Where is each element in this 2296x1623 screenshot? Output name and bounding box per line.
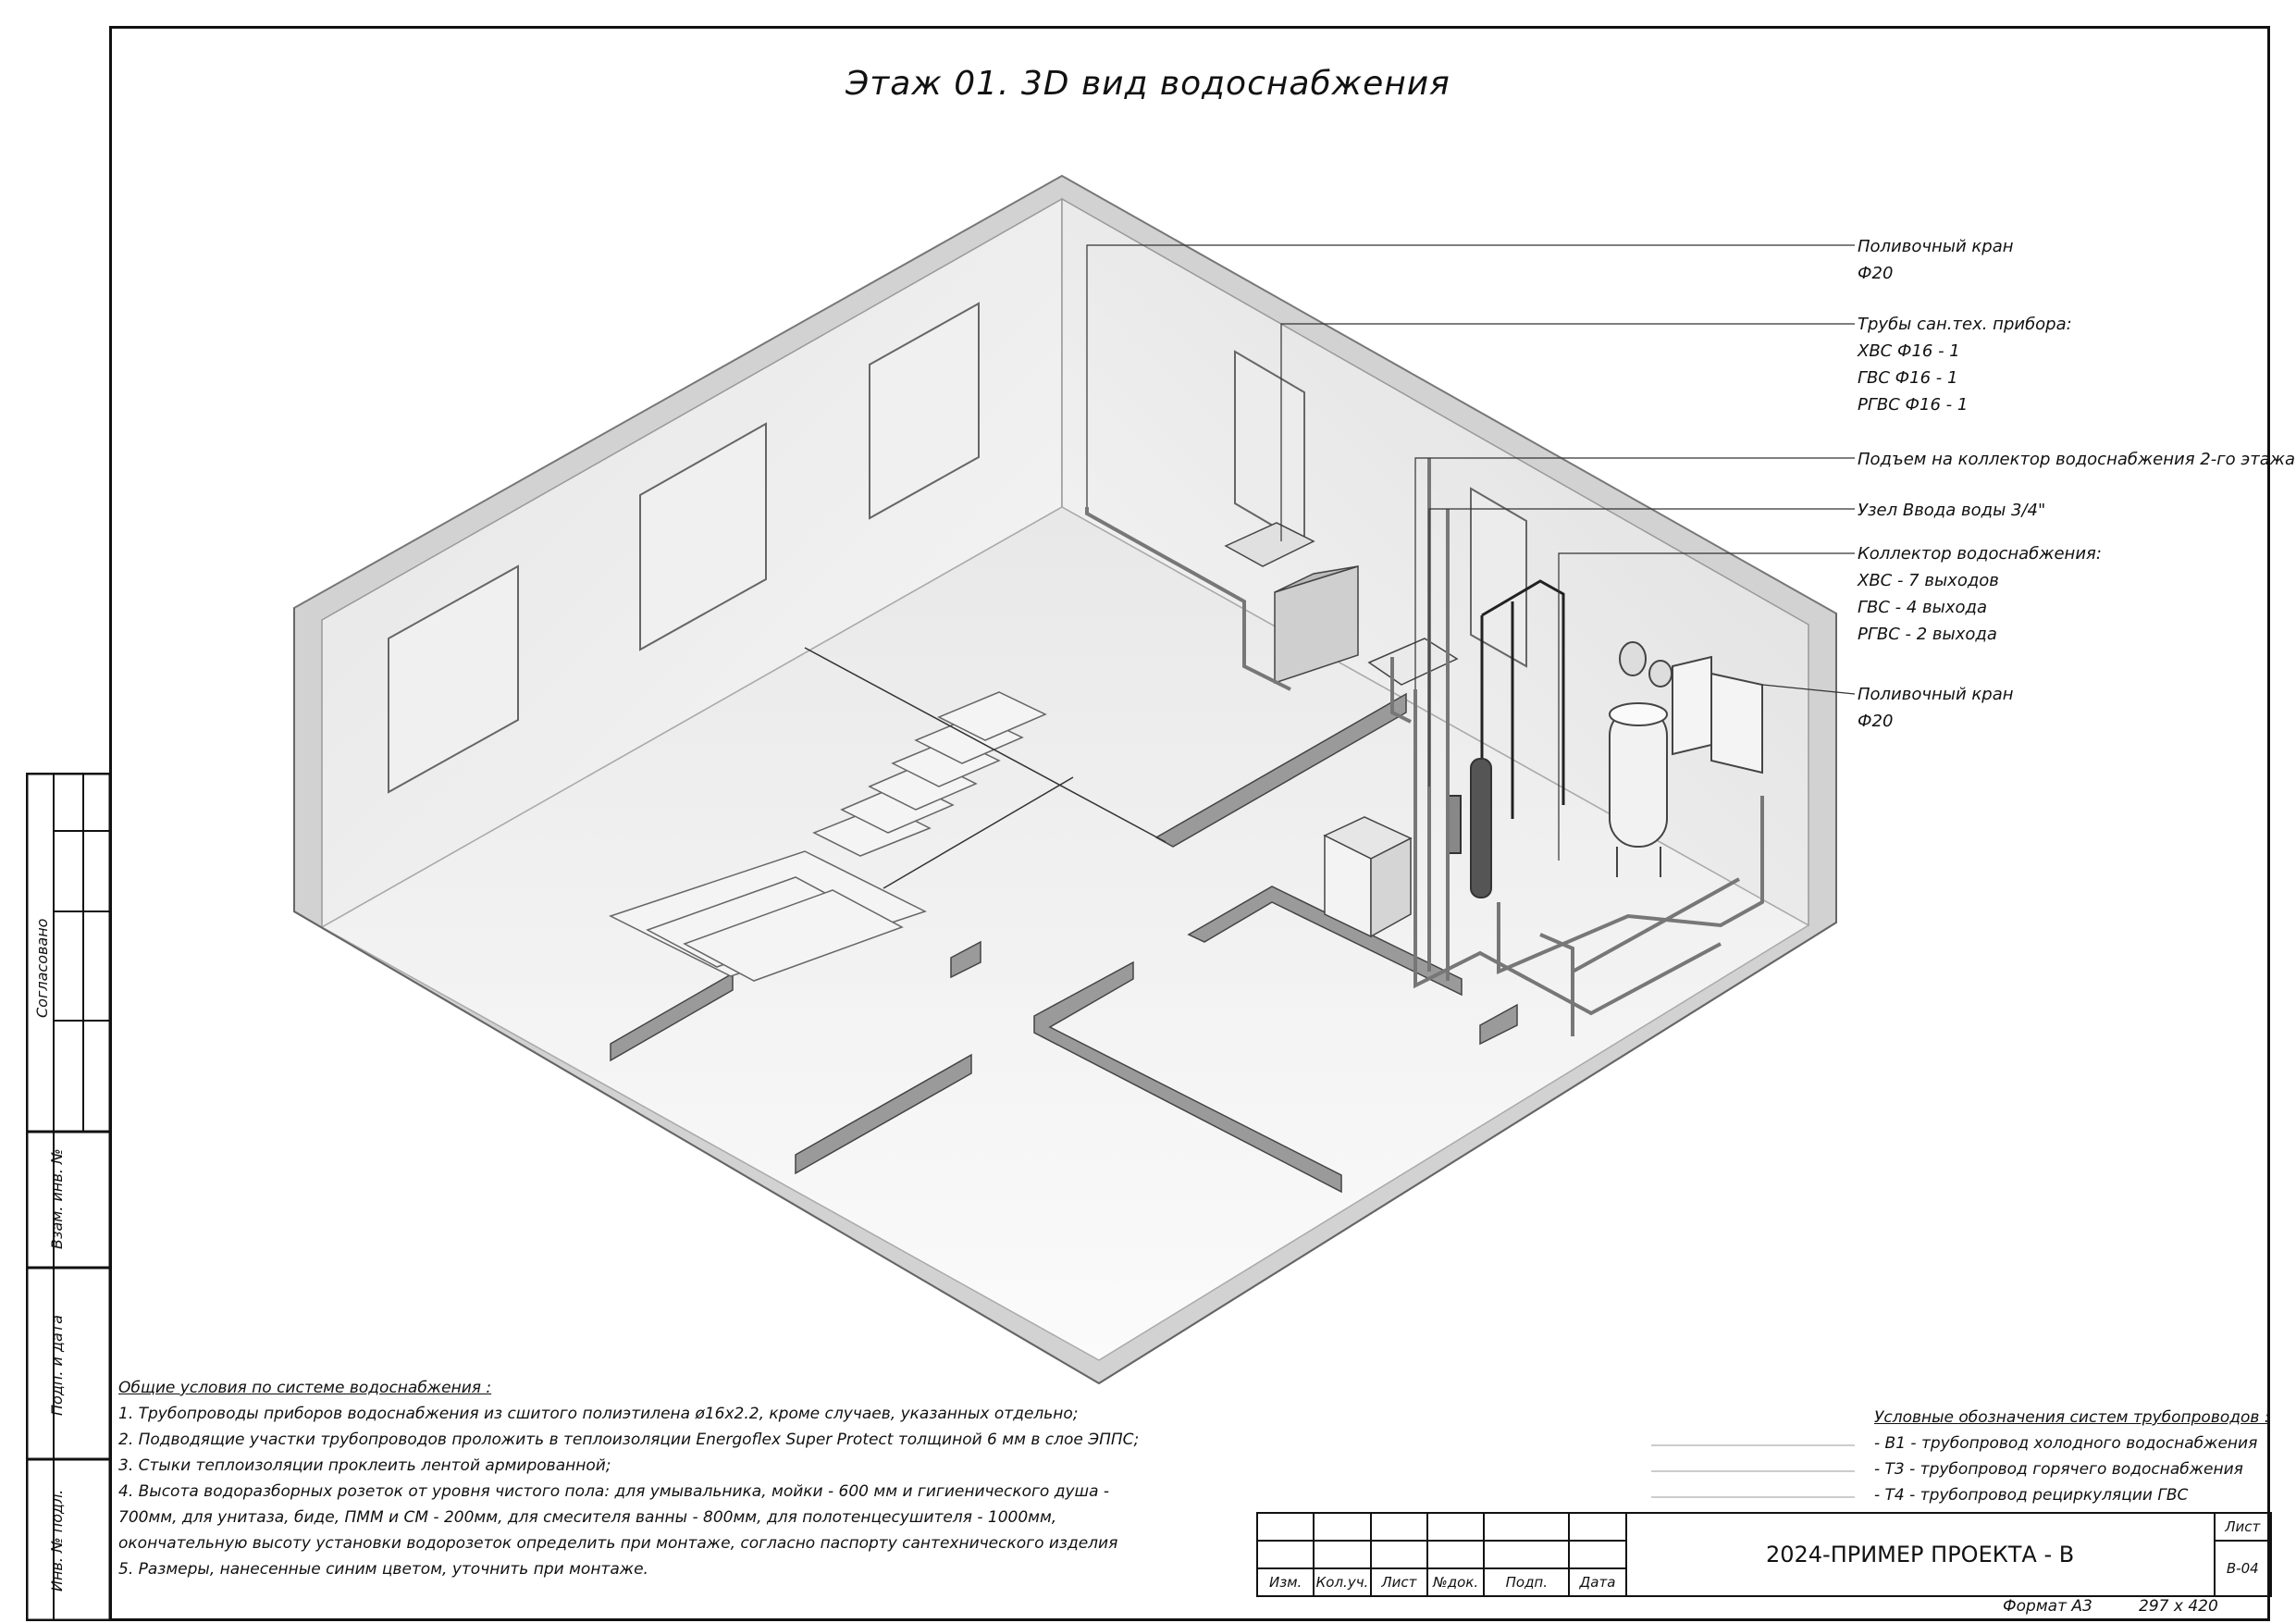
callout-riser-2nd-floor bbox=[1858, 446, 2295, 473]
title-block bbox=[1256, 1512, 2272, 1597]
legend-line-samples bbox=[1647, 1439, 1859, 1504]
note-item: 1. Трубопроводы приборов водоснабжения из сшитого полиэтилена ø16х2.2, кроме случаев, указанных отдельно; bbox=[118, 1405, 1079, 1423]
legend-item: - В1 - трубопровод холодного водоснабжения bbox=[1874, 1434, 2258, 1453]
tb-header-ndok: №док. bbox=[1427, 1568, 1484, 1596]
callout-water-inlet bbox=[1858, 497, 2045, 524]
note-item: 4. Высота водоразборных розеток от уровня чистого пола: для умывальника, мойки - 600 мм и гигиенического душа - bbox=[118, 1482, 1110, 1501]
legend-heading: Условные обозначения систем трубопроводов : bbox=[1874, 1408, 2270, 1427]
callout-line: Поливочный кран bbox=[1858, 685, 2014, 704]
tb-sheet-value: В-04 bbox=[2215, 1541, 2271, 1596]
callout-line: Коллектор водоснабжения: bbox=[1858, 544, 2102, 564]
callout-irrigation-tap-1 bbox=[1858, 233, 2014, 287]
callout-line: РГВС - 2 выхода bbox=[1858, 625, 1997, 644]
side-replace-inv: Взам. инв. № bbox=[48, 1148, 66, 1249]
notes-heading: Общие условия по системе водоснабжения : bbox=[118, 1379, 492, 1397]
callout-fixture-pipes bbox=[1858, 311, 2072, 418]
tb-cell bbox=[1427, 1541, 1484, 1568]
tb-header-data: Дата bbox=[1569, 1568, 1625, 1596]
tb-header-koluch: Кол.уч. bbox=[1314, 1568, 1370, 1596]
tb-cell bbox=[1314, 1541, 1370, 1568]
tb-sheet-label: Лист bbox=[2215, 1513, 2271, 1541]
callout-manifold bbox=[1858, 540, 2102, 648]
note-item: 2. Подводящие участки трубопроводов проложить в теплоизоляции Energoflex Super Protect толщиной 6 мм в слое ЭППС; bbox=[118, 1431, 1140, 1449]
callout-line: Трубы сан.тех. прибора: bbox=[1858, 315, 2072, 334]
note-item: 5. Размеры, нанесенные синим цветом, уточнить при монтаже. bbox=[118, 1560, 648, 1579]
tb-cell bbox=[1484, 1513, 1569, 1541]
tb-cell bbox=[1257, 1513, 1314, 1541]
tb-cell bbox=[1569, 1513, 1625, 1541]
tb-cell bbox=[1314, 1513, 1370, 1541]
format-label: Формат А3 bbox=[2003, 1597, 2092, 1616]
callout-line: Подъем на коллектор водоснабжения 2-го этажа bbox=[1858, 450, 2296, 469]
callout-irrigation-tap-2 bbox=[1858, 681, 2014, 735]
callout-line: Поливочный кран bbox=[1858, 237, 2014, 256]
tb-cell bbox=[1427, 1513, 1484, 1541]
tb-cell bbox=[1371, 1513, 1427, 1541]
pipe-legend bbox=[1874, 1405, 2270, 1508]
note-item: 700мм, для унитаза, биде, ПММ и СМ - 200мм, для смесителя ванны - 800мм, для полотенцесушителя - 1000мм, bbox=[118, 1508, 1057, 1527]
tb-header-podp: Подп. bbox=[1484, 1568, 1569, 1596]
legend-item: - Т3 - трубопровод горячего водоснабжения bbox=[1874, 1460, 2243, 1479]
callout-line: ХВС Ф16 - 1 bbox=[1858, 341, 1960, 361]
format-size: 297 х 420 bbox=[2139, 1597, 2218, 1616]
callout-line: Узел Ввода воды 3/4" bbox=[1858, 501, 2046, 520]
side-sign-date: Подп. и дата bbox=[48, 1315, 66, 1416]
callout-line: ГВС - 4 выхода bbox=[1858, 598, 1988, 617]
tb-header-list: Лист bbox=[1371, 1568, 1427, 1596]
callout-line: ХВС - 7 выходов bbox=[1858, 571, 1999, 590]
room-walls bbox=[294, 176, 1836, 1383]
drawing-title: Этаж 01. 3D вид водоснабжения bbox=[846, 65, 1450, 103]
callout-line: РГВС Ф16 - 1 bbox=[1858, 395, 1969, 415]
tb-cell bbox=[1257, 1541, 1314, 1568]
legend-item: - Т4 - трубопровод рециркуляции ГВС bbox=[1874, 1486, 2189, 1505]
callout-line: Ф20 bbox=[1858, 264, 1894, 283]
note-item: 3. Стыки теплоизоляции проклеить лентой армированной; bbox=[118, 1456, 611, 1475]
tb-header-izm: Изм. bbox=[1257, 1568, 1314, 1596]
note-item: окончательную высоту установки водорозеток определить при монтаже, согласно паспорту сантехнического изделия bbox=[118, 1534, 1118, 1553]
washing-machine bbox=[1325, 817, 1411, 936]
side-stamp-grid bbox=[26, 773, 111, 1621]
side-inv-orig: Инв. № подл. bbox=[48, 1489, 66, 1592]
general-notes bbox=[118, 1375, 1139, 1582]
side-agreed: Согласовано bbox=[33, 918, 51, 1018]
tb-project-name: 2024-ПРИМЕР ПРОЕКТА - В bbox=[1626, 1513, 2215, 1596]
tb-cell bbox=[1569, 1541, 1625, 1568]
tb-cell bbox=[1484, 1541, 1569, 1568]
callout-line: Ф20 bbox=[1858, 712, 1894, 731]
tb-cell bbox=[1371, 1541, 1427, 1568]
callout-line: ГВС Ф16 - 1 bbox=[1858, 368, 1958, 388]
